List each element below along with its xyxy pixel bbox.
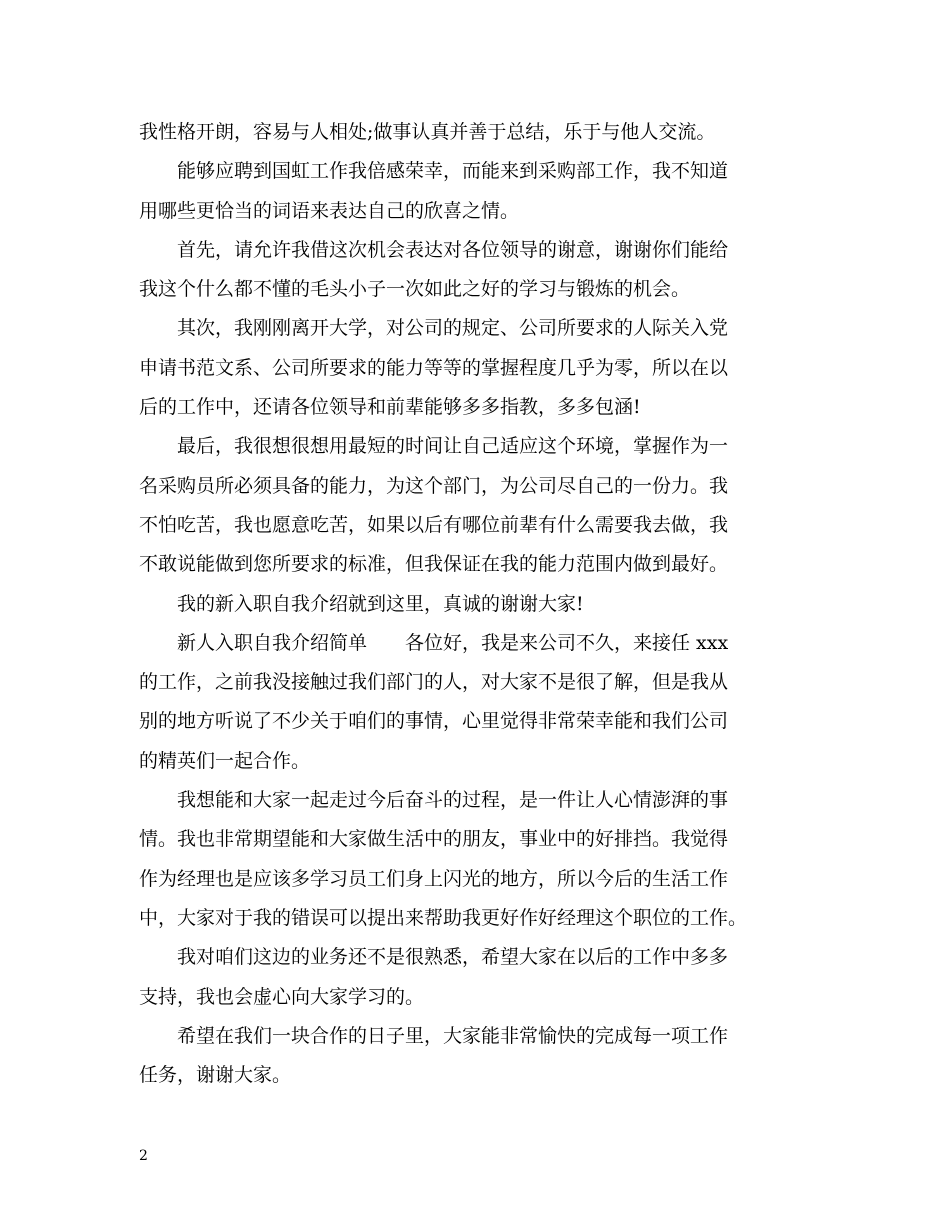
- text-line: 名采购员所必须具备的能力，为这个部门，为公司尽自己的一份力。我: [139, 474, 729, 497]
- text-line: 情。我也非常期望能和大家做生活中的朋友，事业中的好排挡。我觉得: [139, 828, 729, 851]
- text-line: 的工作，之前我没接触过我们部门的人，对大家不是很了解，但是我从: [139, 671, 729, 694]
- body-text: [139, 113, 824, 1095]
- text-line: 用哪些更恰当的词语来表达自己的欣喜之情。: [139, 199, 520, 222]
- text-line: 不怕吃苦，我也愿意吃苦，如果以后有哪位前辈有什么需要我去做，我: [139, 513, 729, 536]
- text-line: 希望在我们一块合作的日子里，大家能非常愉快的完成每一项工作: [139, 1024, 729, 1047]
- text-line: 支持，我也会虚心向大家学习的。: [139, 985, 425, 1008]
- text-line: 其次，我刚刚离开大学，对公司的规定、公司所要求的人际关入党: [139, 317, 729, 340]
- text-line: 别的地方听说了不少关于咱们的事情，心里觉得非常荣幸能和我们公司: [139, 710, 729, 733]
- text-line: 我对咱们这边的业务还不是很熟悉，希望大家在以后的工作中多多: [139, 946, 729, 969]
- text-line: 能够应聘到国虹工作我倍感荣幸，而能来到采购部工作，我不知道: [139, 160, 729, 183]
- text-line: 我想能和大家一起走过今后奋斗的过程，是一件让人心情澎湃的事: [139, 789, 729, 812]
- text-line: 中，大家对于我的错误可以提出来帮助我更好作好经理这个职位的工作。: [139, 906, 748, 929]
- text-line: 后的工作中，还请各位领导和前辈能够多多指教，多多包涵!: [139, 396, 641, 419]
- text-line: 的精英们一起合作。: [139, 749, 311, 772]
- page-number: 2: [139, 1148, 148, 1164]
- text-line: 任务，谢谢大家。: [139, 1064, 292, 1087]
- text-line: 我的新入职自我介绍就到这里，真诚的谢谢大家!: [139, 592, 584, 615]
- text-line: 我这个什么都不懂的毛头小子一次如此之好的学习与锻炼的机会。: [139, 278, 691, 301]
- text-line: 作为经理也是应该多学习员工们身上闪光的地方，所以今后的生活工作: [139, 867, 729, 890]
- text-line: 新人入职自我介绍简单 各位好，我是来公司不久，来接任 xxx: [139, 631, 729, 654]
- text-line: 最后，我很想很想用最短的时间让自己适应这个环境，掌握作为一: [139, 435, 729, 458]
- text-line: 申请书范文系、公司所要求的能力等等的掌握程度几乎为零，所以在以: [139, 356, 729, 379]
- text-line: 不敢说能做到您所要求的标准，但我保证在我的能力范围内做到最好。: [139, 553, 729, 576]
- text-line: 首先，请允许我借这次机会表达对各位领导的谢意，谢谢你们能给: [139, 238, 729, 261]
- text-line: 我性格开朗，容易与人相处;做事认真并善于总结，乐于与他人交流。: [139, 121, 716, 143]
